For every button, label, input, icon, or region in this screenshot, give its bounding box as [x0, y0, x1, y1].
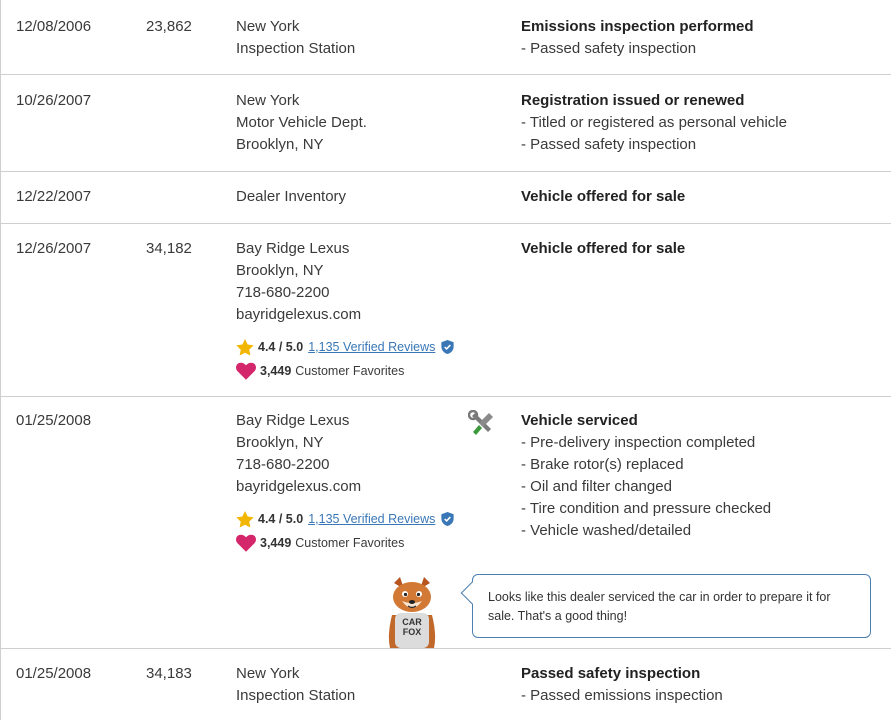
- record-detail-item: - Pre-delivery inspection completed: [521, 434, 756, 451]
- source-line: Inspection Station: [236, 687, 356, 704]
- record-details: [521, 663, 723, 707]
- favorites-label: Customer Favorites: [295, 536, 405, 550]
- source-line: Brooklyn, NY: [236, 434, 324, 451]
- source-line: New York: [236, 92, 300, 109]
- mascot-shirt-text: FOX: [402, 627, 422, 637]
- record-odometer: 34,183: [146, 665, 192, 682]
- verified-reviews-link[interactable]: 1,135 Verified Reviews: [308, 512, 436, 526]
- customer-favorites: [236, 362, 454, 380]
- heart-icon: [236, 534, 256, 552]
- record-odometer: 34,182: [146, 240, 192, 257]
- source-line: Brooklyn, NY: [236, 262, 324, 279]
- record-detail-item: - Tire condition and pressure checked: [521, 500, 772, 517]
- source-line: bayridgelexus.com: [236, 306, 362, 323]
- record-details: [521, 90, 787, 156]
- record-heading: Vehicle offered for sale: [521, 188, 686, 205]
- verified-reviews-link[interactable]: 1,135 Verified Reviews: [308, 340, 436, 354]
- record-detail-item: - Titled or registered as personal vehicle: [521, 114, 787, 131]
- source-line: 718-680-2200: [236, 284, 330, 301]
- dealer-rating: [236, 338, 454, 356]
- record-date: 01/25/2008: [16, 412, 92, 429]
- record-detail-item: - Vehicle washed/detailed: [521, 522, 692, 539]
- record-source: [236, 238, 454, 380]
- verified-shield-icon: [441, 340, 454, 354]
- record-date: 12/26/2007: [16, 240, 92, 257]
- rating-score: 4.4 / 5.0: [258, 340, 304, 354]
- source-line: bayridgelexus.com: [236, 478, 362, 495]
- tip-pointer: [461, 582, 484, 605]
- history-record: [1, 224, 891, 397]
- verified-shield-icon: [441, 512, 454, 526]
- record-source: [236, 186, 346, 208]
- record-details: [521, 186, 685, 208]
- source-line: 718-680-2200: [236, 456, 330, 473]
- record-date: 01/25/2008: [16, 665, 92, 682]
- source-line: Bay Ridge Lexus: [236, 240, 350, 257]
- carfox-mascot: [382, 575, 442, 648]
- source-line: Inspection Station: [236, 40, 356, 57]
- mascot-shirt-text: CAR: [402, 617, 422, 627]
- record-heading: Registration issued or renewed: [521, 92, 745, 109]
- record-heading: Passed safety inspection: [521, 665, 701, 682]
- history-record: [1, 172, 891, 224]
- record-source: [236, 663, 355, 707]
- heart-icon: [236, 362, 256, 380]
- record-source: [236, 16, 355, 60]
- record-details: [521, 238, 685, 260]
- record-detail-item: - Passed safety inspection: [521, 40, 697, 57]
- history-record: [1, 649, 891, 720]
- record-details: [521, 410, 771, 542]
- source-line: New York: [236, 665, 300, 682]
- record-heading: Emissions inspection performed: [521, 18, 754, 35]
- record-heading: Vehicle serviced: [521, 412, 638, 429]
- carfox-tip-bubble: [472, 574, 871, 638]
- star-icon: [236, 511, 254, 528]
- record-date: 10/26/2007: [16, 92, 92, 109]
- record-detail-item: - Oil and filter changed: [521, 478, 672, 495]
- rating-score: 4.4 / 5.0: [258, 512, 304, 526]
- record-details: [521, 16, 754, 60]
- wrench-screwdriver-icon: [468, 410, 496, 438]
- favorites-count: 3,449: [260, 364, 292, 378]
- record-detail-item: - Passed emissions inspection: [521, 687, 723, 704]
- record-source: [236, 410, 454, 552]
- history-record: [1, 0, 891, 75]
- record-detail-item: - Passed safety inspection: [521, 136, 697, 153]
- record-date: 12/08/2006: [16, 18, 92, 35]
- record-date: 12/22/2007: [16, 188, 92, 205]
- tip-text: Looks like this dealer serviced the car in order to prepare it for sale. That's a good thing!: [488, 590, 831, 623]
- customer-favorites: [236, 534, 454, 552]
- record-odometer: 23,862: [146, 18, 192, 35]
- source-line: Brooklyn, NY: [236, 136, 324, 153]
- star-icon: [236, 339, 254, 356]
- source-line: Motor Vehicle Dept.: [236, 114, 367, 131]
- favorites-count: 3,449: [260, 536, 292, 550]
- dealer-rating: [236, 510, 454, 528]
- record-source: [236, 90, 367, 156]
- source-line: Dealer Inventory: [236, 188, 347, 205]
- favorites-label: Customer Favorites: [295, 364, 405, 378]
- record-detail-item: - Brake rotor(s) replaced: [521, 456, 684, 473]
- record-heading: Vehicle offered for sale: [521, 240, 686, 257]
- history-record: [1, 75, 891, 172]
- source-line: New York: [236, 18, 300, 35]
- history-record: [1, 397, 891, 649]
- source-line: Bay Ridge Lexus: [236, 412, 350, 429]
